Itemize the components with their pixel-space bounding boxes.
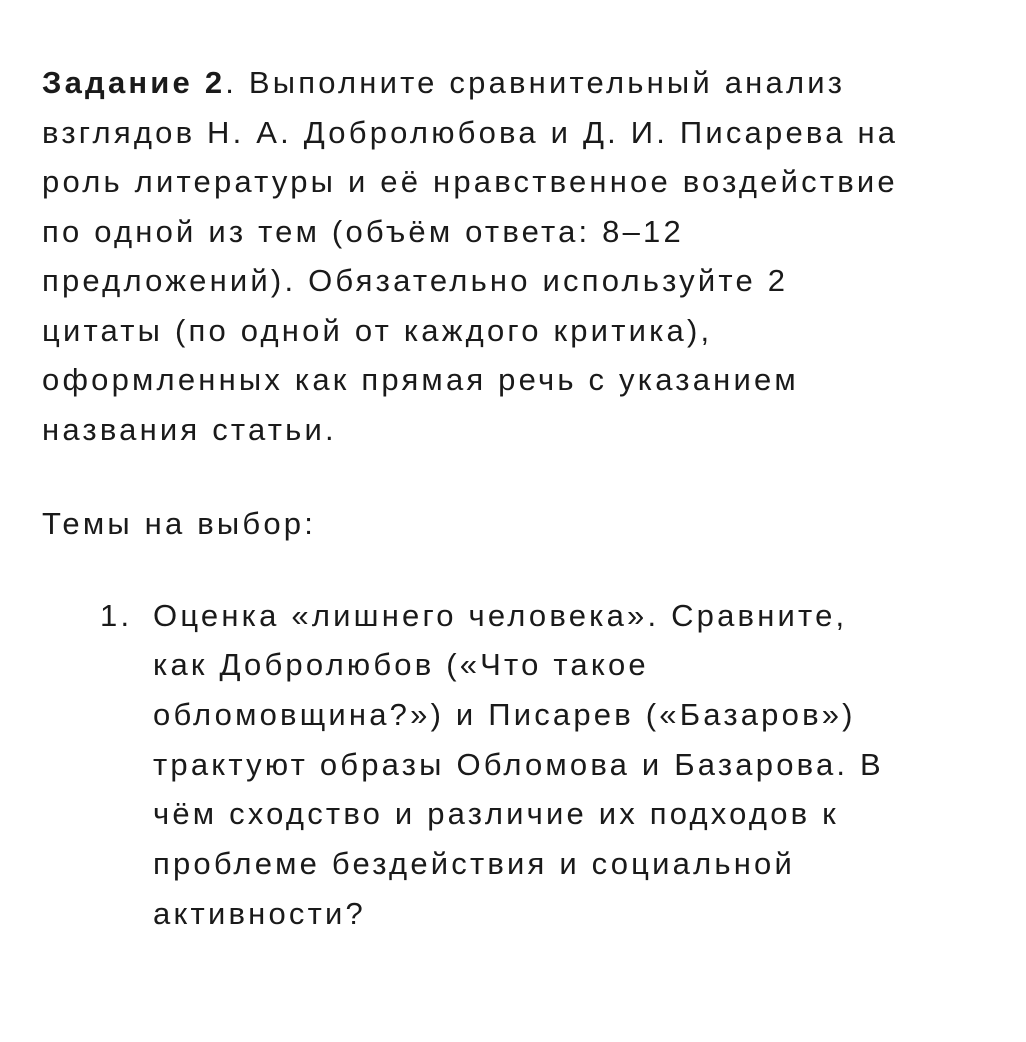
- document-page: [42, 58, 992, 938]
- topics-heading: Темы на выбор:: [42, 506, 317, 541]
- task-paragraph: [42, 58, 912, 454]
- task-text: . Выполните сравнительный анализ взглядов Н. А. Добролюбова и Д. И. Писарева на роль литературы и её нравственное воздействие по одной из тем (объём ответа: 8–12 предложений). Обязательно используйте 2 цитаты (по одной от каждого критика), оформленных как прямая речь с указанием названия статьи.: [42, 65, 899, 447]
- task-title: Задание 2: [42, 65, 226, 100]
- topic-item-1: [42, 591, 913, 939]
- topic-list: [42, 591, 992, 939]
- topic-number: 1.: [100, 597, 133, 633]
- topic-text: Оценка «лишнего человека». Сравните, как Добролюбов («Что такое обломовщина?») и Писарев («Базаров») трактуют образы Обломова и Базарова. В чём сходство и различие их подходов к проблеме бездействия и социальной активности?: [153, 597, 884, 931]
